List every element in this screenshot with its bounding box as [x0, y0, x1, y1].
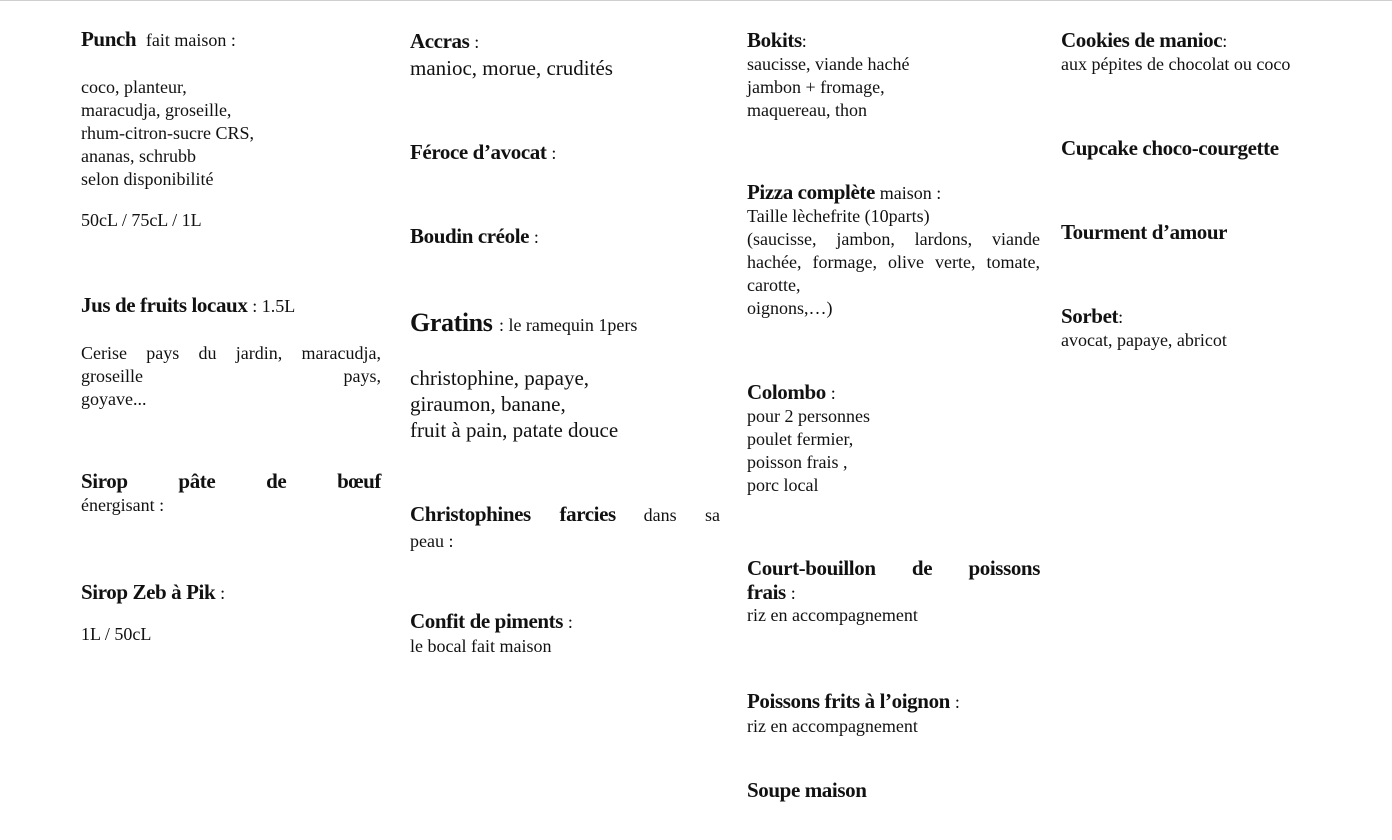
- sirop-zeb-suffix: :: [220, 583, 226, 603]
- confit-title: Confit de piments: [410, 609, 564, 633]
- punch-flavors: coco, planteur, maracudja, groseille, rhum-citron-sucre CRS, ananas, schrubb selon disponibilité: [81, 77, 254, 189]
- jus-desc-justified: Cerise pays du jardin, maracudja, groseille pays,: [81, 343, 381, 386]
- cookies-title: Cookies de manioc: [1061, 28, 1223, 52]
- pizza-ingredients: (saucisse, jambon, lardons, viande hachée, formage, olive verte, tomate, carotte,: [747, 229, 1040, 295]
- item-title: [81, 292, 381, 319]
- menu-item-court-bouillon: [747, 555, 1040, 627]
- jus-desc-last: goyave...: [81, 389, 147, 409]
- menu-item-bokits: [747, 28, 1040, 122]
- colombo-title: Colombo: [747, 380, 826, 404]
- gratins-suffix: : le ramequin 1pers: [498, 315, 638, 335]
- pizza-size: Taille lèchefrite (10parts): [747, 206, 930, 226]
- colombo-suffix: :: [830, 383, 836, 403]
- punch-sizes: 50cL / 75cL / 1L: [81, 210, 202, 230]
- boudin-title: Boudin créole: [410, 224, 530, 248]
- menu-item-colombo: [747, 380, 1040, 497]
- gratins-desc: christophine, papaye, giraumon, banane, fruit à pain, patate douce: [410, 366, 619, 442]
- menu-item-boudin: [410, 223, 720, 250]
- poissons-suffix: :: [954, 692, 960, 712]
- sirop-boeuf-title: Sirop pâte de bœuf: [81, 469, 381, 493]
- feroce-suffix: :: [551, 143, 557, 163]
- menu-item-sirop-boeuf: [81, 468, 381, 517]
- court-suffix: :: [790, 583, 796, 603]
- sorbet-suffix: :: [1118, 307, 1124, 327]
- pizza-title: Pizza complète: [747, 180, 875, 204]
- sirop-zeb-title: Sirop Zeb à Pik: [81, 580, 216, 604]
- item-title: [81, 26, 381, 53]
- menu-item-sirop-zeb: [81, 579, 381, 606]
- poissons-desc: riz en accompagnement: [747, 716, 918, 736]
- bokits-suffix: :: [801, 31, 807, 51]
- christo-suffix: dans sa: [643, 505, 720, 525]
- menu-item-confit: [410, 608, 720, 658]
- top-border-line: [0, 0, 1392, 1]
- christo-title: Christophines farcies: [410, 502, 616, 526]
- menu-item-gratins: [410, 308, 720, 340]
- jus-suffix: : 1.5L: [252, 296, 296, 316]
- accras-desc: manioc, morue, crudités: [410, 56, 613, 80]
- bokits-title: Bokits: [747, 28, 802, 52]
- court-title-line1: Court-bouillon de poissons: [747, 556, 1040, 580]
- menu-item-punch: [81, 26, 381, 53]
- gratins-title: Gratins: [410, 308, 493, 337]
- menu-item-accras: [410, 28, 720, 81]
- menu-item-christophines: [410, 501, 720, 553]
- confit-suffix: :: [567, 612, 573, 632]
- menu-item-pizza: [747, 180, 1040, 320]
- sorbet-title: Sorbet: [1061, 304, 1119, 328]
- menu-item-tourment: [1061, 219, 1361, 245]
- colombo-desc: pour 2 personnes poulet fermier, poisson frais , porc local: [747, 406, 870, 495]
- menu-item-soupe: [747, 777, 1040, 803]
- menu-item-sorbet: [1061, 304, 1361, 352]
- pizza-ingredients-last: oignons,…): [747, 298, 833, 318]
- cupcake-title: Cupcake choco-courgette: [1061, 136, 1279, 160]
- menu-item-cookies: [1061, 28, 1361, 76]
- court-desc: riz en accompagnement: [747, 605, 918, 625]
- bokits-desc: saucisse, viande haché jambon + fromage, maquereau, thon: [747, 54, 910, 120]
- menu-item-cupcake: [1061, 135, 1361, 161]
- menu-item-feroce: [410, 139, 720, 166]
- accras-title: Accras: [410, 29, 470, 53]
- sirop-zeb-sizes: 1L / 50cL: [81, 624, 152, 644]
- cookies-suffix: :: [1222, 31, 1228, 51]
- confit-desc: le bocal fait maison: [410, 636, 552, 656]
- christo-line2: peau :: [410, 531, 454, 551]
- sorbet-desc: avocat, papaye, abricot: [1061, 330, 1227, 350]
- punch-suffix: fait maison :: [145, 30, 236, 50]
- feroce-title: Féroce d’avocat: [410, 140, 547, 164]
- menu-item-jus: [81, 292, 381, 319]
- tourment-title: Tourment d’amour: [1061, 220, 1228, 244]
- jus-title: Jus de fruits locaux: [81, 293, 248, 317]
- punch-title: Punch: [81, 27, 137, 51]
- accras-suffix: :: [474, 32, 480, 52]
- soupe-title: Soupe maison: [747, 778, 867, 802]
- sirop-boeuf-sub: énergisant :: [81, 495, 165, 515]
- cookies-desc: aux pépites de chocolat ou coco: [1061, 54, 1291, 74]
- court-title-line2: frais: [747, 580, 786, 604]
- pizza-suffix: maison :: [879, 183, 942, 203]
- boudin-suffix: :: [533, 227, 539, 247]
- menu-item-poissons-frits: [747, 688, 1040, 738]
- poissons-title: Poissons frits à l’oignon: [747, 689, 950, 713]
